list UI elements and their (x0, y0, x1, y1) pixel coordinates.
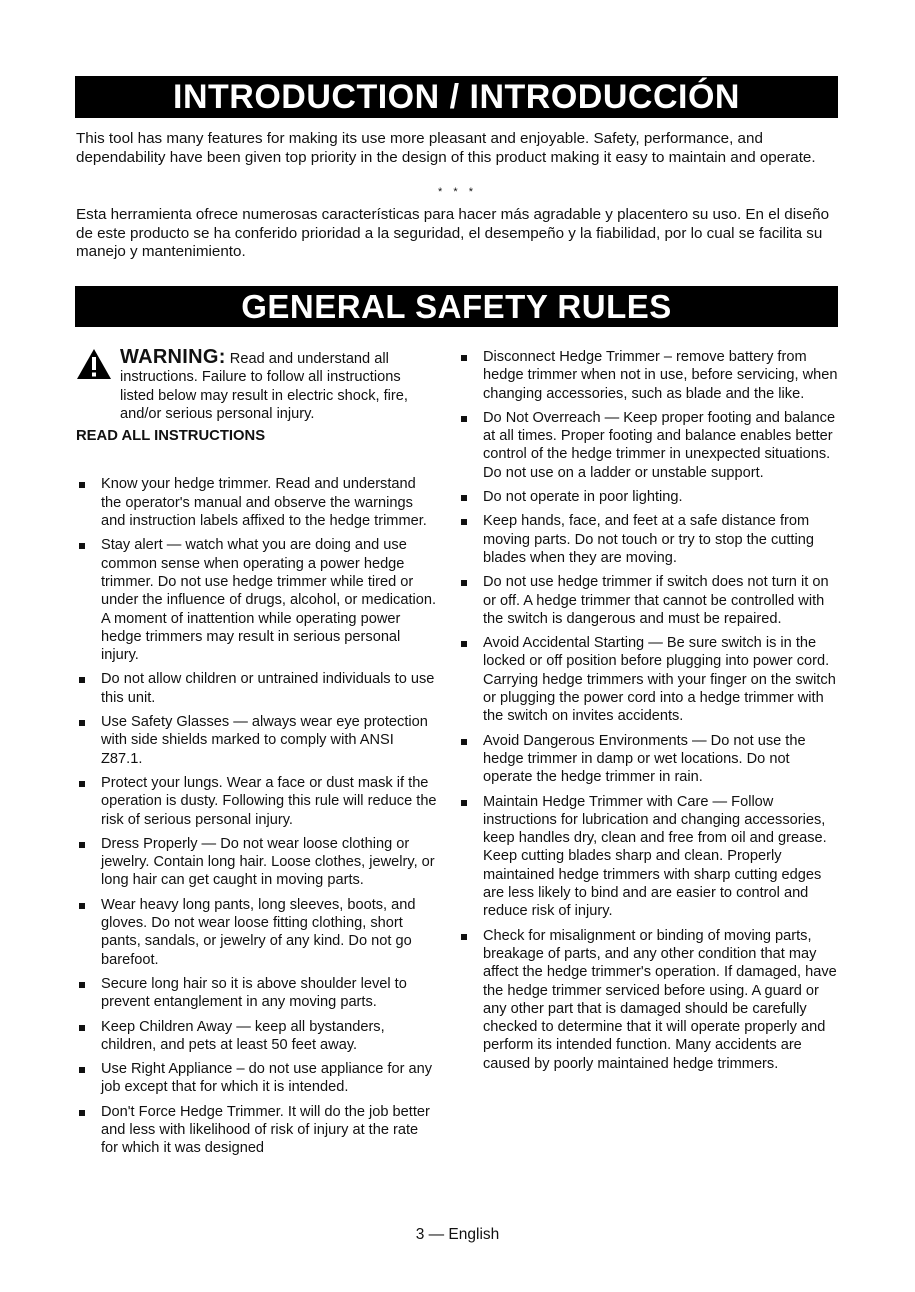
list-item: Do Not Overreach — Keep proper footing and balance at all times. Proper footing and balance enables better control of the hedge trimmer in unexpected situations. Do not use on a ladder or unstable support. (458, 409, 843, 482)
list-item: Do not operate in poor lighting. (458, 488, 843, 506)
safety-rules-banner: GENERAL SAFETY RULES (75, 286, 838, 327)
left-rules-list (76, 475, 438, 1157)
warning-label: WARNING: (120, 346, 226, 368)
list-item: Know your hedge trimmer. Read and understand the operator's manual and observe the warnings and instruction labels affixed to the hedge trimmer. (76, 475, 438, 530)
list-item: Secure long hair so it is above shoulder level to prevent entanglement in any moving parts. (76, 975, 438, 1012)
list-item: Protect your lungs. Wear a face or dust mask if the operation is dusty. Following this rule will reduce the risk of serious personal injury. (76, 774, 438, 829)
warning-text: Read and understand all instructions. Failure to follow all instructions listed below may result in electric shock, fire, and/or serious personal injury. (120, 351, 408, 422)
intro-english-paragraph: This tool has many features for making its use more pleasant and enjoyable. Safety, performance, and dependability have been given top priority in the design of this product making it easy to maintain and operate. (76, 130, 816, 166)
intro-banner: INTRODUCTION / INTRODUCCIÓN (75, 76, 838, 118)
list-item: Use Safety Glasses — always wear eye protection with side shields marked to comply with ANSI Z87.1. (76, 713, 438, 768)
list-item: Keep hands, face, and feet at a safe distance from moving parts. Do not touch or try to stop the cutting blades when they are moving. (458, 512, 843, 567)
list-item: Keep Children Away — keep all bystanders, children, and pets at least 50 feet away. (76, 1018, 438, 1055)
list-item: Avoid Dangerous Environments — Do not use the hedge trimmer in damp or wet locations. Do not operate the hedge trimmer in rain. (458, 732, 843, 787)
right-column (458, 348, 843, 1079)
list-item: Do not allow children or untrained individuals to use this unit. (76, 670, 438, 707)
list-item: Avoid Accidental Starting — Be sure switch is in the locked or off position before plugging into power cord. Carrying hedge trimmers with your finger on the switch or plugging the power cord into a hedge trimmer with the switch on invites accidents. (458, 634, 843, 725)
warning-block (76, 348, 438, 423)
intro-spanish-paragraph: Esta herramienta ofrece numerosas características para hacer más agradable y placentero su uso. En el diseño de este producto se ha conferido prioridad a la seguridad, el desempeño y la fiabilidad, por lo cual se facilita su manejo y mantenimiento. (76, 206, 830, 260)
list-item: Disconnect Hedge Trimmer – remove battery from hedge trimmer when not in use, before servicing, when changing accessories, such as blade and the like. (458, 348, 843, 403)
list-item: Dress Properly — Do not wear loose clothing or jewelry. Contain long hair. Loose clothes, jewelry, or long hair can get caught in moving parts. (76, 835, 438, 890)
list-item: Do not use hedge trimmer if switch does not turn it on or off. A hedge trimmer that cannot be controlled with the switch is dangerous and must be repaired. (458, 573, 843, 628)
list-item: Don't Force Hedge Trimmer. It will do the job better and less with likelihood of risk of injury at the rate for which it was designed (76, 1103, 438, 1158)
list-item: Stay alert — watch what you are doing and use common sense when operating a power hedge trimmer. Do not use hedge trimmer while tired or under the influence of drugs, alcohol, or medication. A moment of inattention while operating power hedge trimmers may result in serious personal injury. (76, 536, 438, 664)
section-separator: * * * (438, 186, 477, 198)
warning-triangle-icon (76, 348, 112, 380)
list-item: Check for misalignment or binding of moving parts, breakage of parts, and any other condition that may affect the hedge trimmer's operation. If damaged, have the hedge trimmer serviced before using. A guard or any other part that is damaged should be carefully checked to determine that it will operate properly and perform its intended function. Many accidents are caused by poorly maintained hedge trimmers. (458, 927, 843, 1073)
list-item: Maintain Hedge Trimmer with Care — Follow instructions for lubrication and changing accessories, keep handles dry, clean and free from oil and grease. Keep cutting blades sharp and clean. Properly maintained hedge trimmers with sharp cutting edges are less likely to bind and are easier to control and reduce risk of injury. (458, 793, 843, 921)
right-rules-list (458, 348, 843, 1073)
page-footer: 3 — English (415, 1226, 500, 1243)
read-all-heading: READ ALL INSTRUCTIONS (76, 428, 266, 445)
list-item: Wear heavy long pants, long sleeves, boots, and gloves. Do not wear loose fitting clothing, short pants, sandals, or jewelry of any kind. Do not go barefoot. (76, 896, 438, 969)
list-item: Use Right Appliance – do not use appliance for any job except that for which it is intended. (76, 1060, 438, 1097)
left-column (76, 348, 438, 1164)
